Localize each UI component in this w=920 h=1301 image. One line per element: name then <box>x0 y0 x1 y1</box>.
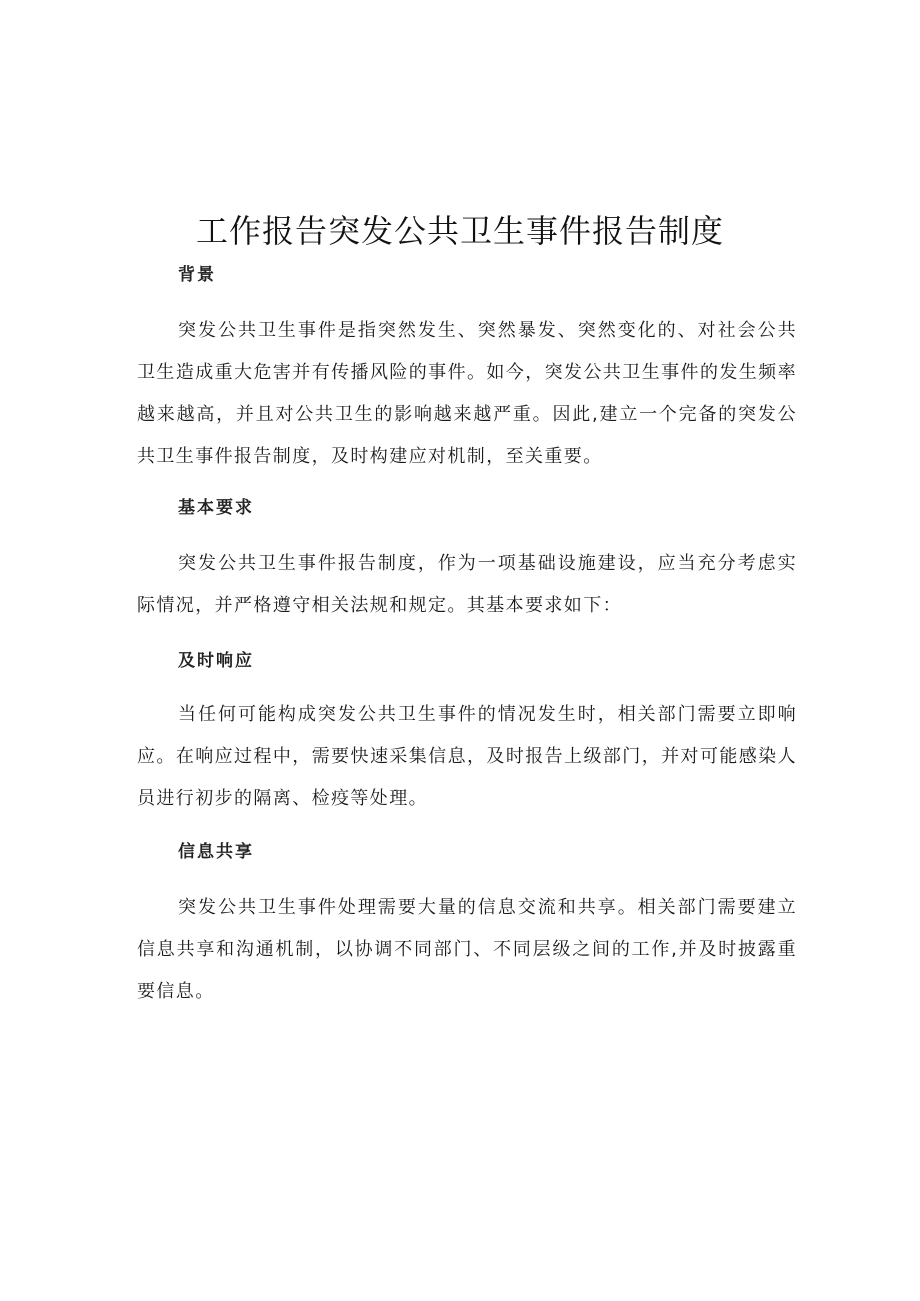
section-paragraph-information-sharing: 突发公共卫生事件处理需要大量的信息交流和共享。相关部门需要建立信息共享和沟通机制，以协调不同部门、不同层级之间的工作,并及时披露重要信息。 <box>137 897 797 1002</box>
document-title: 工作报告突发公共卫生事件报告制度 <box>195 212 724 250</box>
section-heading-timely-response: 及时响应 <box>178 651 254 671</box>
section-heading-background: 背景 <box>178 265 216 285</box>
section-heading-information-sharing: 信息共享 <box>178 842 254 862</box>
section-paragraph-timely-response: 当任何可能构成突发公共卫生事件的情况发生时，相关部门需要立即响应。在响应过程中，需要快速采集信息，及时报告上级部门，并对可能感染人员进行初步的隔离、检疫等处理。 <box>137 704 797 809</box>
section-paragraph-background: 突发公共卫生事件是指突然发生、突然暴发、突然变化的、对社会公共卫生造成重大危害并有传播风险的事件。如今，突发公共卫生事件的发生频率越来越高，并且对公共卫生的影响越来越严重。因此,建立一个完备的突发公共卫生事件报告制度，及时构建应对机制，至关重要。 <box>137 320 797 467</box>
section-heading-basic-requirements: 基本要求 <box>178 498 254 518</box>
section-paragraph-basic-requirements: 突发公共卫生事件报告制度，作为一项基础设施建设，应当充分考虑实际情况，并严格遵守相关法规和规定。其基本要求如下： <box>137 553 797 616</box>
